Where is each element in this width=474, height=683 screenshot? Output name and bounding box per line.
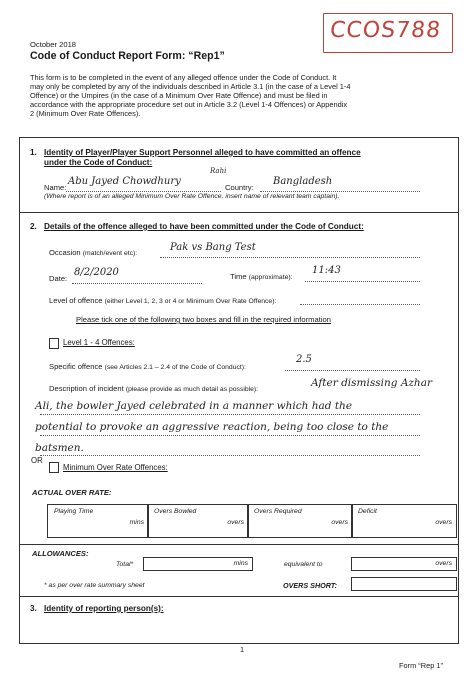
occasion-hint: (match/event etc): xyxy=(82,250,138,257)
equivalent-label: equivalent to xyxy=(284,561,323,568)
page-number: 1 xyxy=(240,645,245,654)
description-field-line xyxy=(40,414,420,415)
deficit-label: Deficit xyxy=(358,508,377,515)
form-date: October 2018 xyxy=(30,40,77,49)
time-hint: (approximate): xyxy=(248,274,293,281)
overs-short-label: OVERS SHORT: xyxy=(283,581,338,590)
divider xyxy=(19,212,459,213)
intro-line: Offence) or the Umpires (in the case of a Minimum Over Rate Offence) and must be filed in xyxy=(30,91,328,100)
date-label: Date: xyxy=(49,274,68,283)
date-value[interactable]: 8/2/2020 xyxy=(74,267,119,278)
level-label xyxy=(49,296,276,306)
reference-stamp xyxy=(323,13,453,53)
total-input[interactable] xyxy=(143,557,253,571)
description-line[interactable]: batsmen. xyxy=(35,442,84,454)
specific-value[interactable]: 2.5 xyxy=(296,354,312,365)
overs-required-unit: overs xyxy=(331,519,348,526)
footnote: * as per over rate summary sheet xyxy=(44,582,145,589)
intro-line: accordance with the appropriate procedure set out in Article 3.2 (Level 1-4 Offences) or Appendix xyxy=(30,100,348,109)
time-value[interactable]: 11:43 xyxy=(312,265,341,276)
divider xyxy=(19,596,459,597)
level-field-line xyxy=(300,304,420,305)
total-unit: mins xyxy=(233,560,248,567)
level-label-text: Level of offence xyxy=(49,296,103,305)
overs-required-label: Overs Required xyxy=(254,508,302,515)
section2-heading: Details of the offence alleged to have been committed under the Code of Conduct: xyxy=(44,222,364,231)
specific-field-line xyxy=(285,370,420,371)
tick-instruction: Please tick one of the following two boxes and fill in the required information xyxy=(76,315,331,324)
section1-number: 1. xyxy=(30,148,37,157)
specific-hint: (see Articles 2.1 – 2.4 of the Code of Conduct): xyxy=(104,364,246,371)
time-label xyxy=(230,272,293,282)
overs-bowled-cell[interactable] xyxy=(147,504,249,538)
description-field-line xyxy=(40,435,420,436)
overs-bowled-unit: overs xyxy=(227,519,244,526)
section3-number: 3. xyxy=(30,604,37,613)
date-field-line xyxy=(72,283,202,284)
name-value[interactable]: Abu Jayed Chowdhury xyxy=(68,176,181,187)
description-line[interactable]: After dismissing Azhar xyxy=(311,377,432,389)
description-line[interactable]: Ali, the bowler Jayed celebrated in a manner which had the xyxy=(35,400,353,412)
specific-label-text: Specific offence xyxy=(49,362,103,371)
section1-heading xyxy=(44,148,361,168)
section3-heading: Identity of reporting person(s): xyxy=(44,604,164,613)
time-label-text: Time xyxy=(230,272,247,281)
name-label: Name: xyxy=(44,183,67,192)
description-hint: (please provide as much detail as possible): xyxy=(125,386,259,393)
occasion-value[interactable]: Pak vs Bang Test xyxy=(170,242,256,253)
occasion-label-text: Occasion xyxy=(49,248,81,257)
specific-label xyxy=(49,362,246,372)
time-field-line xyxy=(305,281,420,282)
name-field-line xyxy=(66,191,221,192)
description-field-line xyxy=(40,455,420,456)
section2-number: 2. xyxy=(30,222,37,231)
description-line[interactable]: potential to provoke an aggressive reaction, being too close to the xyxy=(35,421,389,433)
level14-label: Level 1 - 4 Offences: xyxy=(63,338,135,347)
actual-over-rate-heading: ACTUAL OVER RATE: xyxy=(32,488,112,497)
section1-heading-line: under the Code of Conduct: xyxy=(44,158,153,167)
intro-line: This form is to be completed in the event of any alleged offence under the Code of Conduct. It xyxy=(30,73,337,82)
or-label: OR xyxy=(31,456,43,465)
level14-checkbox[interactable] xyxy=(49,338,59,349)
form-label: Form “Rep 1” xyxy=(399,661,443,670)
intro-line: 2 (Minimum Over Rate Offences). xyxy=(30,109,141,118)
min-over-checkbox[interactable] xyxy=(49,462,59,473)
divider xyxy=(19,544,459,545)
overs-short-input[interactable] xyxy=(351,577,457,591)
intro-line: may only be completed by any of the individuals described in Article 3.1 (in the case of a Level 1-4 xyxy=(30,82,351,91)
description-label xyxy=(49,384,258,394)
min-over-label: Minimum Over Rate Offences: xyxy=(63,463,168,472)
form-title: Code of Conduct Report Form: “Rep1” xyxy=(30,50,225,62)
occasion-field-line xyxy=(160,257,420,258)
deficit-cell[interactable] xyxy=(351,504,457,538)
country-field-line xyxy=(260,191,420,192)
description-label-text: Description of incident xyxy=(49,384,124,393)
playing-time-unit: mins xyxy=(129,519,144,526)
equivalent-unit: overs xyxy=(435,560,452,567)
intro-paragraph xyxy=(30,73,450,118)
playing-time-cell[interactable] xyxy=(47,504,149,538)
section1-heading-line: Identity of Player/Player Support Personnel alleged to have committed an offence xyxy=(44,148,361,157)
allowances-heading: ALLOWANCES: xyxy=(32,549,89,558)
country-label: Country: xyxy=(225,183,254,192)
occasion-label xyxy=(49,248,137,258)
section1-note: (Where report is of an alleged Minimum Over Rate Offence, insert name of relevant team captain). xyxy=(44,193,340,200)
country-value[interactable]: Bangladesh xyxy=(273,176,333,187)
name-insert: Rahi xyxy=(210,167,227,175)
level-hint: (either Level 1, 2, 3 or 4 or Minimum Over Rate Offence): xyxy=(104,298,277,305)
equivalent-input[interactable] xyxy=(351,557,457,571)
overs-bowled-label: Overs Bowled xyxy=(154,508,197,515)
deficit-unit: overs xyxy=(435,519,452,526)
stamp-code: CCOS788 xyxy=(328,18,443,43)
overs-required-cell[interactable] xyxy=(247,504,353,538)
total-label: Total* xyxy=(116,561,134,568)
playing-time-label: Playing Time xyxy=(54,508,94,515)
